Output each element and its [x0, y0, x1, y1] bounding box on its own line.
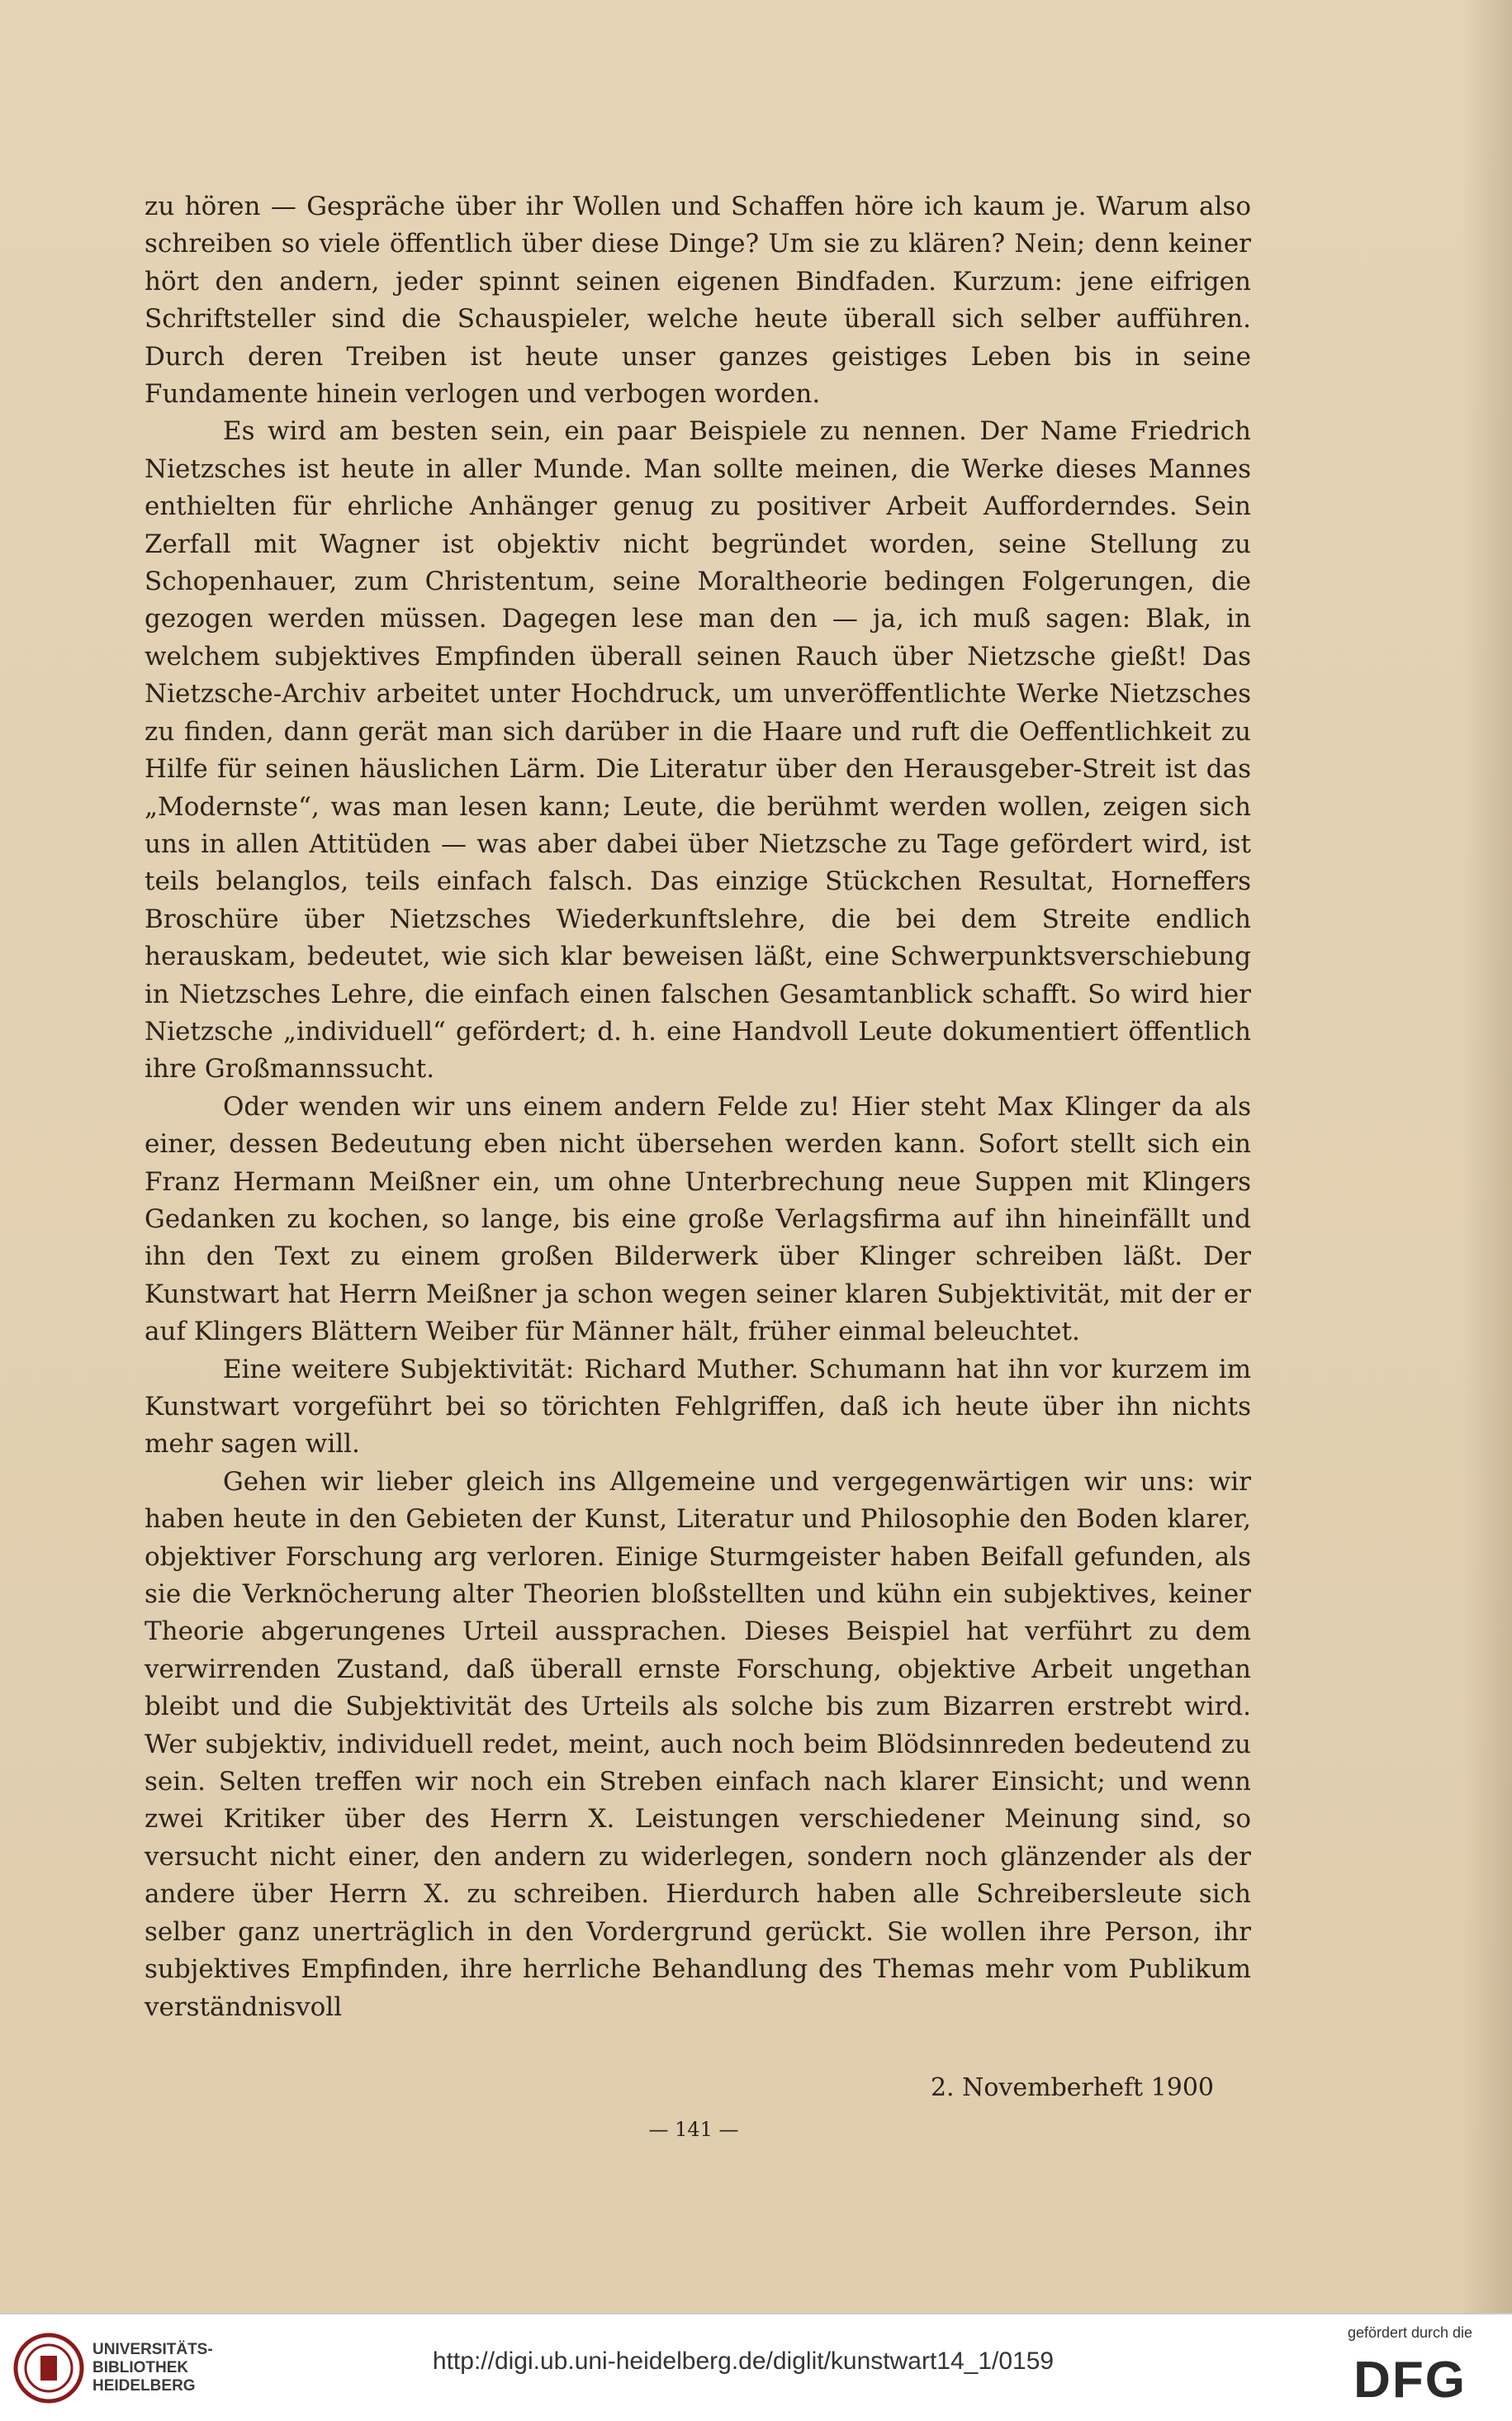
funder-note: gefördert durch die — [1347, 2324, 1473, 2341]
library-name[interactable] — [92, 2341, 213, 2395]
library-name-line-3: HEIDELBERG — [92, 2377, 196, 2395]
paragraph-2: Es wird am besten sein, ein paar Beispiele zu nennen. Der Name Friedrich Nietzsches ist heute in aller Munde. Man sollte meinen, die Werke dieses Mannes enthielten für ehrliche Anhänger genug zu positiver Arbeit Aufforderndes. Sein Zerfall mit Wagner ist objektiv nicht begründet worden, seine Stellung zu Schopenhauer, zum Christentum, seine Moraltheorie bedingen Folgerungen, die gezogen werden müssen. Dagegen lese man den — ja, ich muß sagen: Blak, in welchem subjektives Empfinden überall seinen Rauch über Nietzsche gießt! Das Nietzsche-Archiv arbeitet unter Hochdruck, um unveröffentlichte Werke Nietzsches zu finden, dann gerät man sich darüber in die Haare und ruft die Oeffentlichkeit zu Hilfe für seinen häuslichen Lärm. Die Literatur über den Herausgeber-Streit ist das „Modernste“, was man lesen kann; Leute, die berühmt werden wollen, zeigen sich uns in allen Attitüden — was aber dabei über Nietzsche zu Tage gefördert wird, ist teils belanglos, teils einfach falsch. Das einzige Stückchen Resultat, Horneffers Broschüre über Nietzsches Wiederkunftslehre, die bei dem Streite endlich herauskam, bedeutet, wie sich klar beweisen läßt, eine Schwerpunktsverschiebung in Nietzsches Lehre, die einfach einen falschen Gesamtanblick schafft. So wird hier Nietzsche „individuell“ gefördert; d. h. eine Handvoll Leute dokumentiert öffentlich ihre Großmannssucht. — [145, 416, 1251, 1085]
paragraph-4: Eine weitere Subjektivität: Richard Muther. Schumann hat ihn vor kurzem im Kunstwart vorgeführt bei so törichten Fehlgriffen, daß ich heute über ihn nichts mehr sagen will. — [145, 1354, 1251, 1460]
dfg-logo[interactable]: DFG — [1353, 2352, 1467, 2409]
document-url-link[interactable]: http://digi.ub.uni-heidelberg.de/diglit/kunstwart14_1/0159 — [432, 2347, 1055, 2375]
library-name-line-1: UNIVERSITÄTS- — [92, 2341, 213, 2358]
issue-label: 2. Novemberheft 1900 — [930, 2073, 1214, 2102]
paragraph-5: Gehen wir lieber gleich ins Allgemeine und vergegenwärtigen wir uns: wir haben heute in den Gebieten der Kunst, Literatur und Philosophie den Boden klarer, objektiver Forschung arg verloren. Einige Sturmgeister haben Beifall gefunden, als sie die Verknöcherung alter Theorien bloßstellten und kühn ein subjektives, keiner Theorie abgerungenes Urteil aussprachen. Dieses Beispiel hat verführt zu dem verwirrenden Zustand, daß überall ernste Forschung, objektive Arbeit ungethan bleibt und die Subjektivität des Urteils als solche bis zum Bizarren erstrebt wird. Wer subjektiv, individuell redet, meint, auch noch beim Blödsinnreden bedeutend zu sein. Selten treffen wir noch ein Streben einfach nach klarer Einsicht; und wenn zwei Kritiker über des Herrn X. Leistungen verschiedener Meinung sind, so versucht nicht einer, den andern zu widerlegen, sondern noch glänzender als der andere über Herrn X. zu schreiben. Hierdurch haben alle Schreibersleute sich selber ganz unerträglich in den Vordergrund gerückt. Sie wollen ihre Person, ihr subjektives Empfinden, ihre herrliche Behandlung des Themas mehr vom Publikum verständnisvoll — [145, 1466, 1251, 2022]
paragraph-3: Oder wenden wir uns einem andern Felde zu! Hier steht Max Klinger da als einer, dessen Bedeutung eben nicht übersehen werden kann. Sofort stellt sich ein Franz Hermann Meißner ein, um ohne Unterbrechung neue Suppen mit Klingers Gedanken zu kochen, so lange, bis eine große Verlagsfirma auf ihn hineinfällt und ihn den Text zu einem großen Bilderwerk über Klinger schreiben läßt. Der Kunstwart hat Herrn Meißner ja schon wegen seiner klaren Subjektivität, mit der er auf Klingers Blättern Weiber für Männer hält, früher einmal beleuchtet. — [145, 1091, 1251, 1347]
footer-divider — [0, 2313, 1512, 2314]
paragraph-1: zu hören — Gespräche über ihr Wollen und Schaffen höre ich kaum je. Warum also schreiben so viele öffentlich über diese Dinge? Um sie zu klären? Nein; denn keiner hört den andern, jeder spinnt seinen eigenen Bindfaden. Kurzum: jene eifrigen Schriftsteller sind die Schauspieler, welche heute überall sich selber aufführen. Durch deren Treiben ist heute unser ganzes geistiges Leben bis in seine Fundamente hinein verlogen und verbogen worden. — [145, 192, 1251, 410]
page-number: — 141 — — [648, 2118, 739, 2141]
university-seal-icon — [12, 2331, 86, 2405]
body-text — [145, 188, 1251, 2026]
page-edge-shadow — [1462, 0, 1512, 2313]
library-name-line-2: BIBLIOTHEK — [92, 2359, 189, 2376]
